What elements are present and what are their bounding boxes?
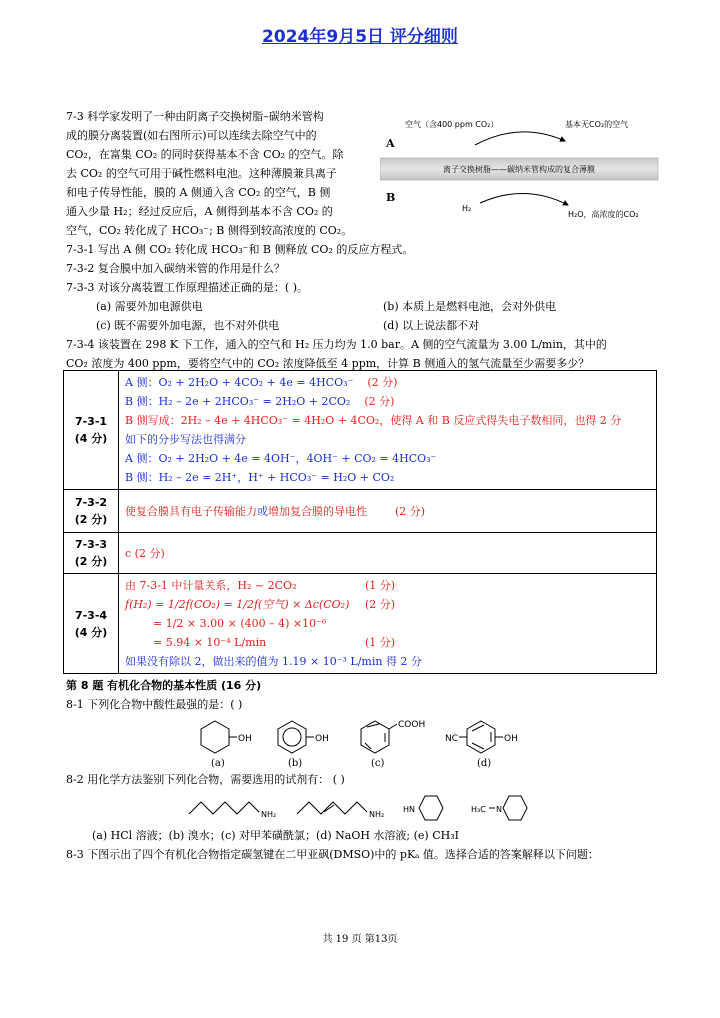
svg-text:(a): (a): [211, 758, 225, 769]
option-a: (a) 需要外加电源供电: [96, 300, 203, 313]
question-7-3-4: 7-3-4 该装置在 298 K 下工作，通入的空气和 H₂ 压力均为 1.0 bar。A 侧的空气流量为 3.00 L/min，其中的: [66, 338, 607, 351]
option-c: (c) 既不需要外加电源，也不对外供电: [96, 319, 280, 332]
row-content: A 侧：O₂ + 2H₂O + 4CO₂ + 4e = 4HCO₃⁻ (2 分) B 侧：H₂ – 2e + 2HCO₃⁻ = 2H₂O + 2CO₂ (2 分) B 侧写成：2H₂ – 4e + 4HCO₃⁻ = 4H₂O + 4CO₂，使得 A 和 B 反应式得失电子数相同，也得 2 分 如下的分步写法也得满分 A 侧：O₂ + 2H₂O + 4e = 4OH⁻，4OH⁻ + CO₂ = 4HCO₃⁻ B 侧：H₂ – 2e = 2H⁺，H⁺ + HCO₃⁻ = H₂O + CO₂: [119, 371, 657, 490]
page-footer: 共 19 页 第13页: [322, 934, 398, 945]
intro-line: 去 CO₂ 的空气可用于碱性燃料电池。这种薄膜兼具离子: [66, 167, 337, 180]
side-b-label: B: [386, 191, 396, 204]
question-8-1: 8-1 下列化合物中酸性最强的是：( ): [66, 698, 243, 711]
table-row: [64, 533, 657, 574]
reagent-list: (a) HCl 溶液；(b) 溴水；(c) 对甲苯磺酰氯；(d) NaOH 水溶液; (e) CH₃I: [92, 829, 459, 842]
hexylamine-structure: [189, 802, 259, 814]
question-7-3-3: 7-3-3 对该分离装置工作原理描述正确的是：( )。: [66, 281, 309, 294]
svg-text:HN: HN: [403, 805, 415, 814]
svg-text:NH₂: NH₂: [369, 810, 385, 819]
intro-line: 通入少量 H₂；经过反应后，A 侧得到基本不含 CO₂ 的: [66, 205, 333, 218]
table-row: [64, 371, 657, 490]
option-b: (b) 本质上是燃料电池，会对外供电: [383, 300, 557, 313]
benzoic-acid-structure: [361, 721, 397, 753]
row-content: 使复合膜具有电子传输能力或增加复合膜的导电性 (2 分): [119, 490, 657, 533]
svg-text:N: N: [496, 805, 502, 814]
row-label: 7-3-3 (2 分): [64, 533, 119, 574]
svg-text:(d): (d): [477, 758, 492, 769]
question-7-3-1: 7-3-1 写出 A 侧 CO₂ 转化成 HCO₃⁻和 B 侧释放 CO₂ 的反应方程式。: [66, 243, 414, 256]
alt-equation-a: A 侧：O₂ + 2H₂O + 4e = 4OH⁻，4OH⁻ + CO₂ = 4HCO₃⁻: [125, 452, 437, 465]
alt-equation-b: B 侧：H₂ – 2e = 2H⁺，H⁺ + HCO₃⁻ = H₂O + CO₂: [125, 471, 395, 484]
intro-line: 成的膜分离装置(如右图所示)可以连续去除空气中的: [66, 129, 317, 142]
scoring-alt: 如下的分步写法也得满分: [125, 433, 246, 446]
scoring-note: B 侧写成：2H₂ – 4e + 4HCO₃⁻ = 4H₂O + 4CO₂，使得 A 和 B 反应式得失电子数相同，也得 2 分: [125, 414, 622, 427]
equation-b: B 侧：H₂ – 2e + 2HCO₃⁻ = 2H₂O + 2CO₂: [125, 395, 351, 408]
methylpiperidine-structure: [503, 796, 527, 820]
question-8-2: 8-2 用化学方法鉴别下列化合物，需要选用的试剂有： ( ): [66, 773, 345, 786]
membrane-diagram: [380, 113, 660, 231]
acid-molecules: [195, 713, 535, 769]
table-row: [64, 490, 657, 533]
svg-text:NH₂: NH₂: [261, 810, 277, 819]
cyclohexanol-structure: [201, 721, 237, 753]
table-row: [64, 574, 657, 674]
option-d: (d) 以上说法都不对: [383, 319, 480, 332]
svg-text:COOH: COOH: [398, 720, 426, 730]
membrane-label: 离子交换树脂——碳纳米管构成的复合薄膜: [443, 165, 595, 174]
intro-line: 和电子传导性能，膜的 A 侧通入含 CO₂ 的空气，B 侧: [66, 186, 331, 199]
piperidine-structure: [419, 796, 443, 820]
svg-text:(b): (b): [288, 758, 303, 769]
scoring-table: [63, 370, 657, 674]
row-label: 7-3-4 (4 分): [64, 574, 119, 674]
phenol-structure: [278, 721, 314, 753]
svg-text:OH: OH: [238, 734, 252, 744]
row-content: 由 7-3-1 中计量关系，H₂ ~ 2CO₂ (1 分) f(H₂) = 1/2f(CO₂) = 1/2f(空气) × Δc(CO₂) (2 分) = 1/2 × 3.00 × (400 – 4) ×10⁻⁶ = 5.94 × 10⁻⁴ L/min (1 分) 如果没有除以 2，做出来的值为 1.19 × 10⁻³ L/min 得 2 分: [119, 574, 657, 674]
side-a-label: A: [386, 137, 395, 150]
section-8-heading: 第 8 题 有机化合物的基本性质 (16 分): [66, 679, 262, 692]
svg-text:OH: OH: [315, 734, 329, 744]
equation-a: A 侧：O₂ + 2H₂O + 4CO₂ + 4e = 4HCO₃⁻: [125, 376, 354, 389]
b-out-label: H₂O，高浓度的CO₂: [568, 210, 639, 219]
hexenylamine-structure: [297, 802, 367, 814]
svg-text:NC: NC: [445, 734, 459, 744]
air-in-label: 空气（含400 ppm CO₂）: [405, 120, 499, 129]
intro-line: 空气，CO₂ 转化成了 HCO₃⁻; B 侧得到较高浓度的 CO₂。: [66, 224, 353, 237]
row-label: 7-3-1 (4 分): [64, 371, 119, 490]
question-7-3-4-cont: CO₂ 浓度为 400 ppm，要将空气中的 CO₂ 浓度降低至 4 ppm，计算 B 侧通入的氢气流量至少需要多少？: [66, 357, 590, 370]
row-label: 7-3-2 (2 分): [64, 490, 119, 533]
svg-text:OH: OH: [504, 734, 518, 744]
question-8-3: 8-3 下图示出了四个有机化合物指定碳氢键在二甲亚砜(DMSO)中的 pKₐ 值。选择合适的答案解释以下问题：: [66, 848, 599, 861]
cyanophenol-structure: [459, 721, 503, 753]
svg-text:H₃C: H₃C: [471, 805, 486, 814]
svg-text:(c): (c): [371, 758, 385, 769]
intro-line: 7-3 科学家发明了一种由阴离子交换树脂–碳纳米管构: [66, 110, 324, 123]
h2-label: H₂: [462, 204, 472, 213]
amine-molecules: [185, 790, 545, 826]
h2-flow-arrow: [480, 193, 568, 205]
question-7-3-2: 7-3-2 复合膜中加入碳纳米管的作用是什么？: [66, 262, 285, 275]
intro-line: CO₂，在富集 CO₂ 的同时获得基本不含 CO₂ 的空气。除: [66, 148, 344, 161]
air-flow-arrow: [475, 132, 565, 145]
page-title: 2024年9月5日 评分细则: [262, 27, 458, 47]
row-content: c (2 分): [119, 533, 657, 574]
air-out-label: 基本无CO₂的空气: [565, 120, 629, 129]
